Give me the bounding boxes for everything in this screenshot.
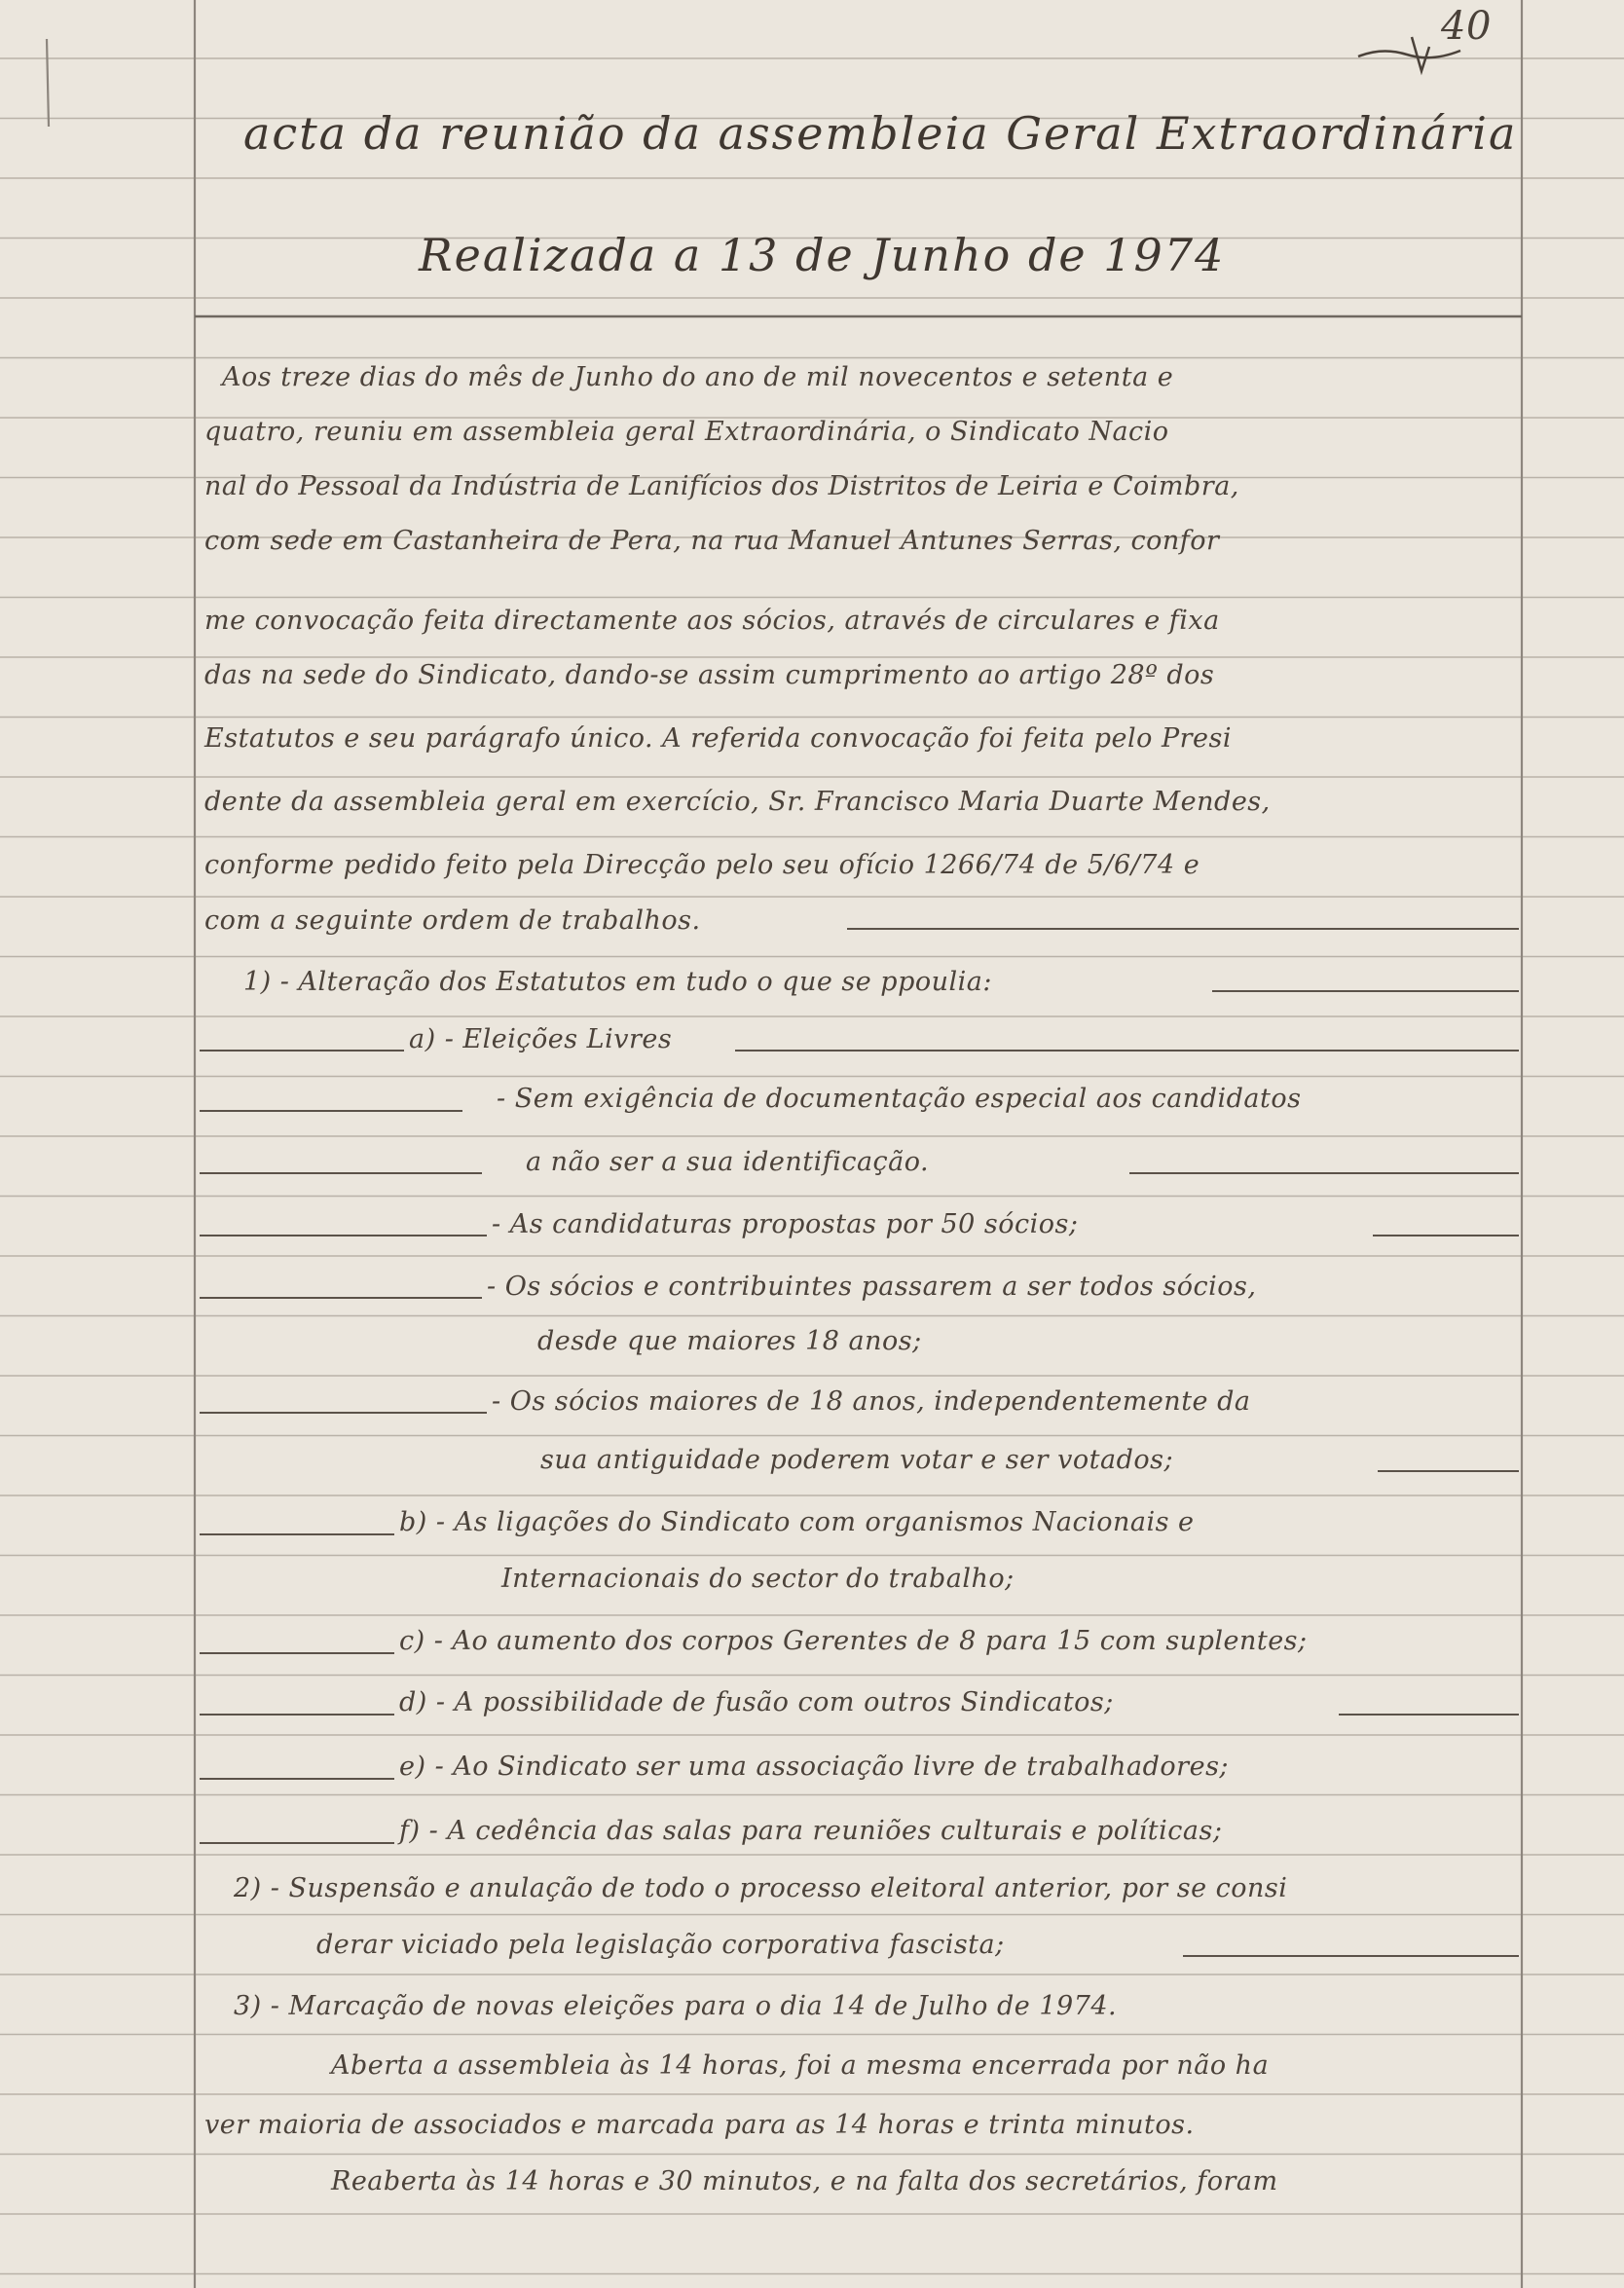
agenda-item-1: 1) - Alteração dos Estatutos em tudo o que se ppoulia: (243, 967, 992, 997)
agenda-item-1b: b) - As ligações do Sindicato com organismos Nacionais e (399, 1507, 1195, 1537)
intro-line: com a seguinte ordem de trabalhos. (204, 905, 701, 936)
fill-line (1129, 1172, 1519, 1174)
title-line-1: acta da reunião da assembleia Geral Extraordinária (243, 107, 1518, 160)
intro-line: conforme pedido feito pela Direcção pelo seu ofício 1266/74 de 5/6/74 e (204, 850, 1200, 880)
agenda-item-2-cont: derar viciado pela legislação corporativa fascista; (316, 1930, 1005, 1960)
fill-line (200, 1235, 487, 1236)
intro-line: das na sede do Sindicato, dando-se assim cumprimento ao artigo 28º dos (204, 660, 1215, 690)
closing-line: Reaberta às 14 horas e 30 minutos, e na falta dos secretários, foram (331, 2166, 1278, 2196)
intro-line: me convocação feita directamente aos sócios, através de circulares e fixa (204, 606, 1220, 636)
intro-line: dente da assembleia geral em exercício, Sr. Francisco Maria Duarte Mendes, (204, 787, 1271, 817)
agenda-item-1b-cont: Internacionais do sector do trabalho; (501, 1564, 1015, 1594)
agenda-item-3: 3) - Marcação de novas eleições para o dia 14 de Julho de 1974. (234, 1991, 1118, 2021)
agenda-item-2: 2) - Suspensão e anulação de todo o processo eleitoral anterior, por se consi (234, 1873, 1288, 1903)
fill-line (847, 928, 1519, 930)
fill-line (735, 1050, 1519, 1052)
title-line-2: Realizada a 13 de Junho de 1974 (419, 229, 1226, 281)
fill-line (200, 1412, 487, 1414)
fill-line (1378, 1470, 1519, 1472)
agenda-sub-3b: desde que maiores 18 anos; (537, 1326, 922, 1356)
agenda-item-1f: f) - A cedência das salas para reuniões culturais e políticas; (399, 1816, 1223, 1846)
fill-line (200, 1842, 394, 1844)
agenda-sub-4: - Os sócios maiores de 18 anos, independentemente da (492, 1386, 1251, 1417)
agenda-item-1c: c) - Ao aumento dos corpos Gerentes de 8 para 15 com suplentes; (399, 1626, 1308, 1656)
fill-line (1373, 1235, 1519, 1236)
fill-line (1339, 1714, 1519, 1716)
agenda-sub-1: - Sem exigência de documentação especial aos candidatos (497, 1084, 1302, 1114)
agenda-item-1d: d) - A possibilidade de fusão com outros Sindicatos; (399, 1687, 1114, 1717)
intro-line: quatro, reuniu em assembleia geral Extraordinária, o Sindicato Nacio (204, 417, 1169, 447)
closing-line: Aberta a assembleia às 14 horas, foi a mesma encerrada por não ha (331, 2050, 1270, 2081)
fill-line (1183, 1955, 1519, 1957)
fill-line (1212, 990, 1519, 992)
intro-line: Aos treze dias do mês de Junho do ano de mil novecentos e setenta e (222, 362, 1174, 392)
agenda-item-1a: a) - Eleições Livres (409, 1024, 673, 1054)
agenda-sub-1b: a não ser a sua identificação. (526, 1147, 930, 1177)
agenda-sub-4b: sua antiguidade poderem votar e ser votados; (540, 1445, 1174, 1475)
fill-line (200, 1714, 394, 1716)
fill-line (200, 1050, 404, 1052)
page-number: 40 (1441, 4, 1492, 49)
agenda-sub-3: - Os sócios e contribuintes passarem a ser todos sócios, (487, 1272, 1257, 1302)
fill-line (200, 1652, 394, 1654)
fill-line (200, 1172, 482, 1174)
fill-line (200, 1110, 462, 1112)
agenda-item-1e: e) - Ao Sindicato ser uma associação livre de trabalhadores; (399, 1752, 1230, 1782)
signature-mark (1353, 27, 1470, 86)
intro-line: com sede em Castanheira de Pera, na rua Manuel Antunes Serras, confor (204, 526, 1220, 556)
closing-line: ver maioria de associados e marcada para as 14 horas e trinta minutos. (204, 2110, 1195, 2140)
intro-line: Estatutos e seu parágrafo único. A referida convocação foi feita pelo Presi (204, 723, 1233, 754)
fill-line (200, 1778, 394, 1780)
agenda-sub-2: - As candidaturas propostas por 50 sócios; (492, 1209, 1079, 1239)
fill-line (200, 1533, 394, 1535)
fill-line (200, 1297, 482, 1299)
intro-line: nal do Pessoal da Indústria de Lanifícios dos Distritos de Leiria e Coimbra, (204, 471, 1239, 501)
